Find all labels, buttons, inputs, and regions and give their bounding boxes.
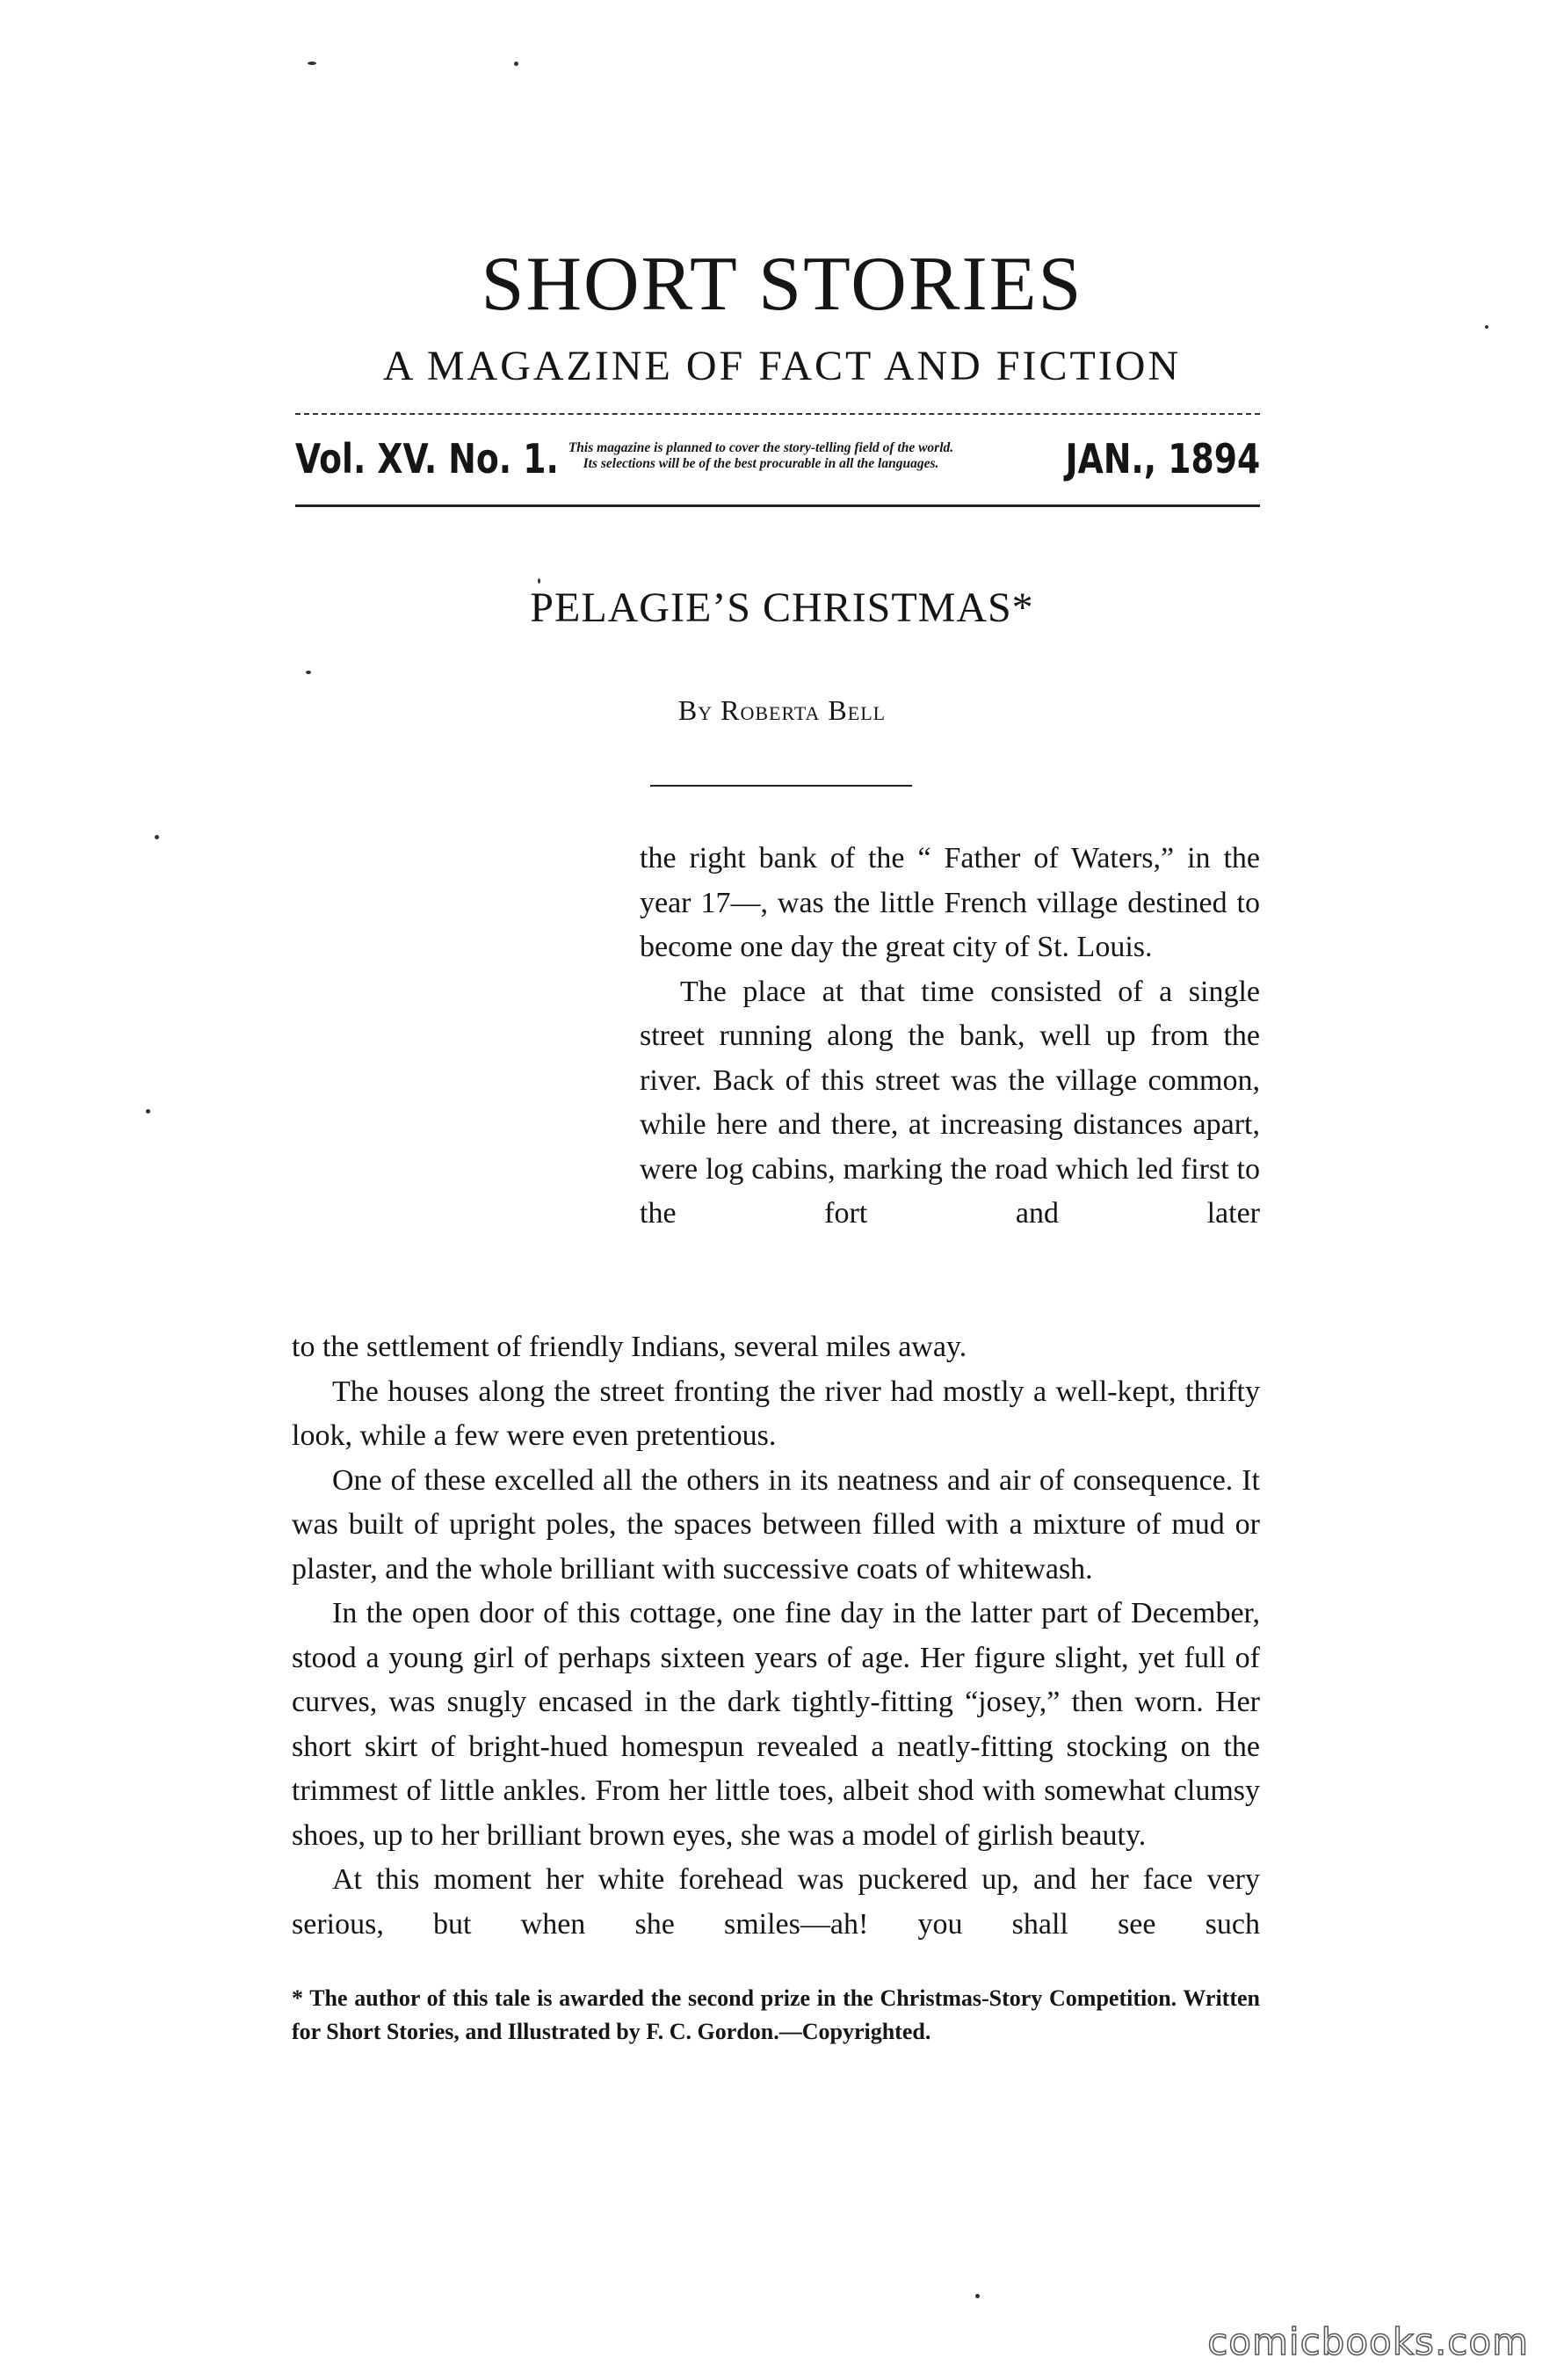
footnote-text: * The author of this tale is awarded the second prize in the Christmas-Story Competition. Written for Short Stories, and Illustrated by F. C. Gordon.—Copyrighted. (292, 1985, 1260, 2044)
story-paragraph: the right bank of the “ Father of Waters,” in the year 17—, was the little French village destined to become one day the great city of St. Louis. (640, 842, 1260, 963)
print-speck (538, 578, 540, 584)
title-divider (650, 785, 912, 787)
magazine-title: SHORT STORIES (481, 242, 1083, 327)
issue-bar (295, 435, 1260, 491)
story-opening-column (640, 837, 1260, 1237)
story-paragraph: At this moment her white forehead was puckered up, and her face very serious, but when she smiles—ah! you shall see such (292, 1863, 1260, 1941)
print-speck (155, 835, 159, 839)
site-watermark: comicbooks.com (1207, 2320, 1529, 2363)
story-paragraph: The place at that time consisted of a single street running along the bank, well up from the river. Back of this street was the village common, while here and there, at increasing distances apart, were log cabins, marking the road which led first to the fort and later (640, 975, 1260, 1230)
magazine-motto (480, 440, 1042, 472)
print-speck (306, 671, 311, 674)
story-title: PELAGIE’S CHRISTMAS* (530, 584, 1034, 631)
story-body (292, 1325, 1260, 1947)
story-paragraph: In the open door of this cottage, one fine day in the latter part of December, stood a young girl of perhaps sixteen years of age. Her figure slight, yet full of curves, was snugly encased in the dark tightly-fitting “josey,” then worn. Her short skirt of bright-hued homespun revealed a neatly-fitting stocking on the trimmest of little ankles. From her little toes, albeit shod with somewhat clumsy shoes, up to her brilliant brown eyes, she was a model of girlish beauty. (292, 1597, 1260, 1852)
story-paragraph-continuation: to the settlement of friendly Indians, several miles away. (292, 1331, 967, 1363)
magazine-subtitle: A MAGAZINE OF FACT AND FICTION (382, 343, 1182, 389)
volume-number: Vol. XV. No. 1. (295, 435, 559, 483)
footnote (292, 1982, 1260, 2049)
motto-line-1: This magazine is planned to cover the story-telling field of the world. (568, 440, 954, 455)
print-speck (146, 1109, 150, 1114)
motto-line-2: Its selections will be of the best procurable in all the languages. (583, 456, 939, 471)
masthead-solid-rule (295, 504, 1260, 507)
story-byline: By Roberta Bell (677, 694, 887, 726)
print-speck (308, 62, 316, 65)
print-speck (1485, 325, 1488, 329)
print-speck (975, 2294, 980, 2298)
missing-drop-cap-area (290, 837, 624, 1324)
issue-date: JAN., 1894 (1065, 435, 1260, 483)
masthead-dashed-rule (295, 413, 1260, 415)
story-paragraph: The houses along the street fronting the river had mostly a well-kept, thrifty look, while a few were even pretentious. (292, 1375, 1260, 1452)
print-speck (514, 62, 518, 66)
story-paragraph: One of these excelled all the others in its neatness and air of consequence. It was built of upright poles, the spaces between filled with a mixture of mud or plaster, and the whole brilliant with successive coats of whitewash. (292, 1463, 1260, 1585)
